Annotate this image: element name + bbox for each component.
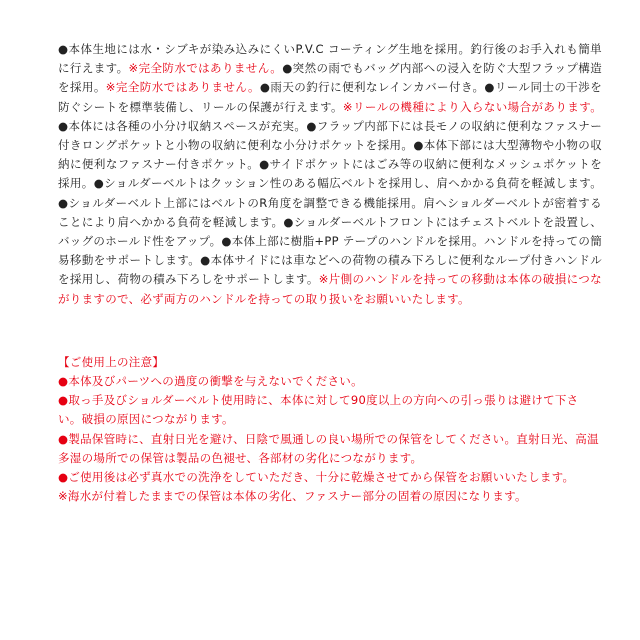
warning-note: ※片側のハンドルを持っての移動は本体の破損につながりますので、必ず両方のハンドルを持っての取り扱いをお願いいたします。 [58, 272, 602, 306]
warning-note: ※完全防水ではありません。 [128, 61, 283, 76]
description-text: ●本体生地には水・シブキが染み込みにくいP.V.C コーティング生地を採用。釣行後のお手入れも簡単に行えます。 [58, 42, 602, 76]
caution-heading: 【ご使用上の注意】 [58, 354, 165, 369]
caution-note: ※海水が付着したままでの保管は本体の劣化、ファスナー部分の固着の原因になります。 [58, 489, 527, 504]
warning-note: ※完全防水ではありません。 [105, 80, 260, 95]
usage-caution-section [58, 353, 602, 507]
caution-item: ●本体及びパーツへの過度の衝撃を与えないでください。 [58, 374, 363, 389]
section-spacer [58, 309, 602, 353]
product-description [58, 40, 602, 309]
description-text: ●突然の雨でもバッグ内部への浸入を防ぐ大型フラップ構造を採用。 [58, 61, 602, 95]
caution-item: ●ご使用後は必ず真水での洗浄をしていただき、十分に乾燥させてから保管をお願いいたします。 [58, 470, 575, 485]
warning-note: ※リールの機種により入らない場合があります。 [342, 99, 602, 114]
description-text: ●雨天の釣行に便利なレインカバー付き。●リール同士の干渉を防ぐシートを標準装備し、リールの保護が行えます。 [58, 80, 602, 114]
description-text: ●本体には各種の小分け収納スペースが充実。●フラップ内部下には長モノの収納に便利なファスナー付きロングポケットと小物の収納に便利な小分けポケットを採用。●本体下部には大型薄物や小物の収納に便利なファスナー付きポケット。●サイドポケットにはごみ等の収納に便利なメッシュポケットを採用。●ショルダーベルトはクッション性のある幅広ベルトを採用し、肩へかかる負荷を軽減します。●ショルダーベルト上部にはベルトのR角度を調整できる機能採用。肩へショルダーベルトが密着することにより肩へかかる負荷を軽減します。●ショルダーベルトフロントにはチェストベルトを設置し、バッグのホールド性をアップ。●本体上部に樹脂+PP テープのハンドルを採用。ハンドルを持っての簡易移動をサポートします。●本体サイドには車などへの荷物の積み下ろしに便利なループ付きハンドルを採用し、荷物の積み下ろしをサポートします。 [58, 118, 602, 287]
caution-item: ●製品保管時に、直射日光を避け、日陰で風通しの良い場所での保管をしてください。直射日光、高温多湿の場所での保管は製品の色褪せ、各部材の劣化につながります。 [58, 431, 599, 465]
caution-item: ●取っ手及びショルダーベルト使用時に、本体に対して90度以上の方向への引っ張りは避けて下さい。破損の原因につながります。 [58, 393, 579, 427]
